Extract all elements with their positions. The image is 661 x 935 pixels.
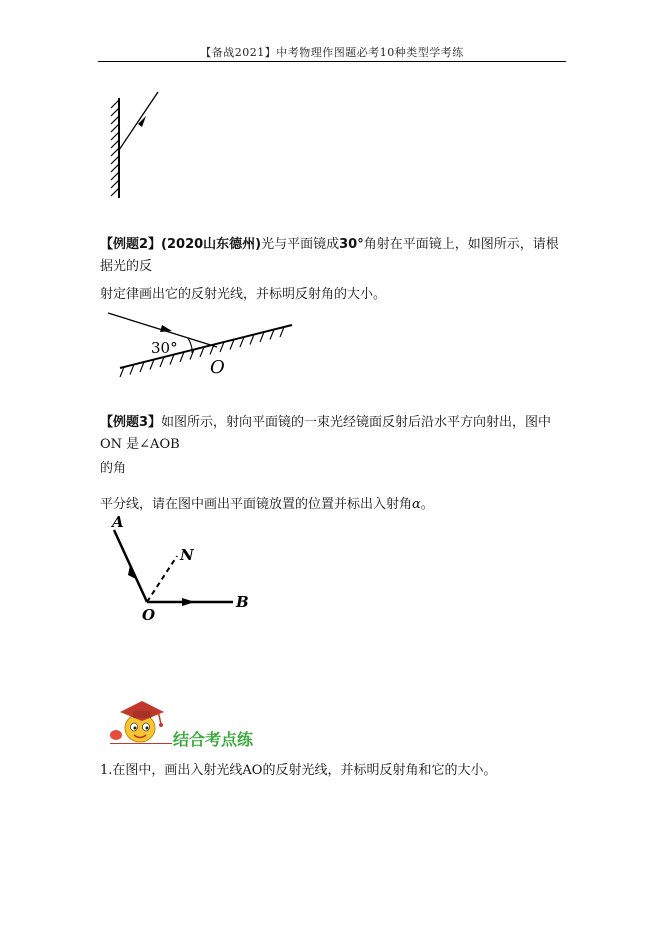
practice-question-1: 1.在图中，画出入射光线AO的反射光线，并标明反射角和它的大小。 [100,763,497,778]
page-header: 【备战2021】中考物理作图题必考10种类型学考练 [200,46,464,59]
example2-angle-value: 30° [339,237,364,252]
figure-vertical-mirror [100,88,170,203]
example3-text-1: 如图所示，射向平面镜的一束光经镜面反射后沿水平方向射出，图中 ON 是∠AOB [100,415,552,452]
figure-aob-reflection [100,512,265,624]
example3-period: 。 [420,497,434,512]
practice-section-title: 结合考点练 [173,730,254,749]
ray-ao-arrowhead [128,565,138,580]
label-b: B [236,593,249,611]
incident-ray [119,92,158,150]
ray-arrowhead [160,325,172,332]
header-divider [98,61,566,62]
section-title-underline [110,743,172,744]
label-a: A [112,513,124,531]
figure-horizontal-mirror [100,305,300,385]
example3-line1 [100,412,570,456]
example3-tag: 【例题3】 [100,415,162,430]
graduate-mascot-icon [106,697,172,747]
example2-text-b: 角射在平面镜上，如图所示，请根据光的反 [100,237,559,274]
angle-label: 30° [151,339,178,357]
mirror-hatching [120,327,284,377]
label-o: O [142,606,156,624]
example3-paragraph [100,412,570,516]
example2-line1 [100,234,570,278]
example2-paragraph [100,234,570,306]
alpha-symbol: α [412,497,421,512]
mirror-hatching [111,100,119,196]
ray-ob-arrowhead [182,598,195,606]
ray-arrowhead [138,116,146,127]
normal-on [147,556,177,602]
example3-line2: 的角 [100,461,127,476]
point-o-label: O [210,357,225,378]
mirror-surface [120,325,292,368]
example2-text-a: 光与平面镜成 [261,237,340,252]
example3-text-3: 平分线，请在图中画出平面镜放置的位置并标出入射角 [100,497,413,512]
label-n: N [180,546,194,564]
example2-source: (2020山东德州) [161,237,262,252]
example2-line2: 射定律画出它的反射光线，并标明反射角的大小。 [100,287,387,302]
example2-tag: 【例题2】 [100,237,162,252]
